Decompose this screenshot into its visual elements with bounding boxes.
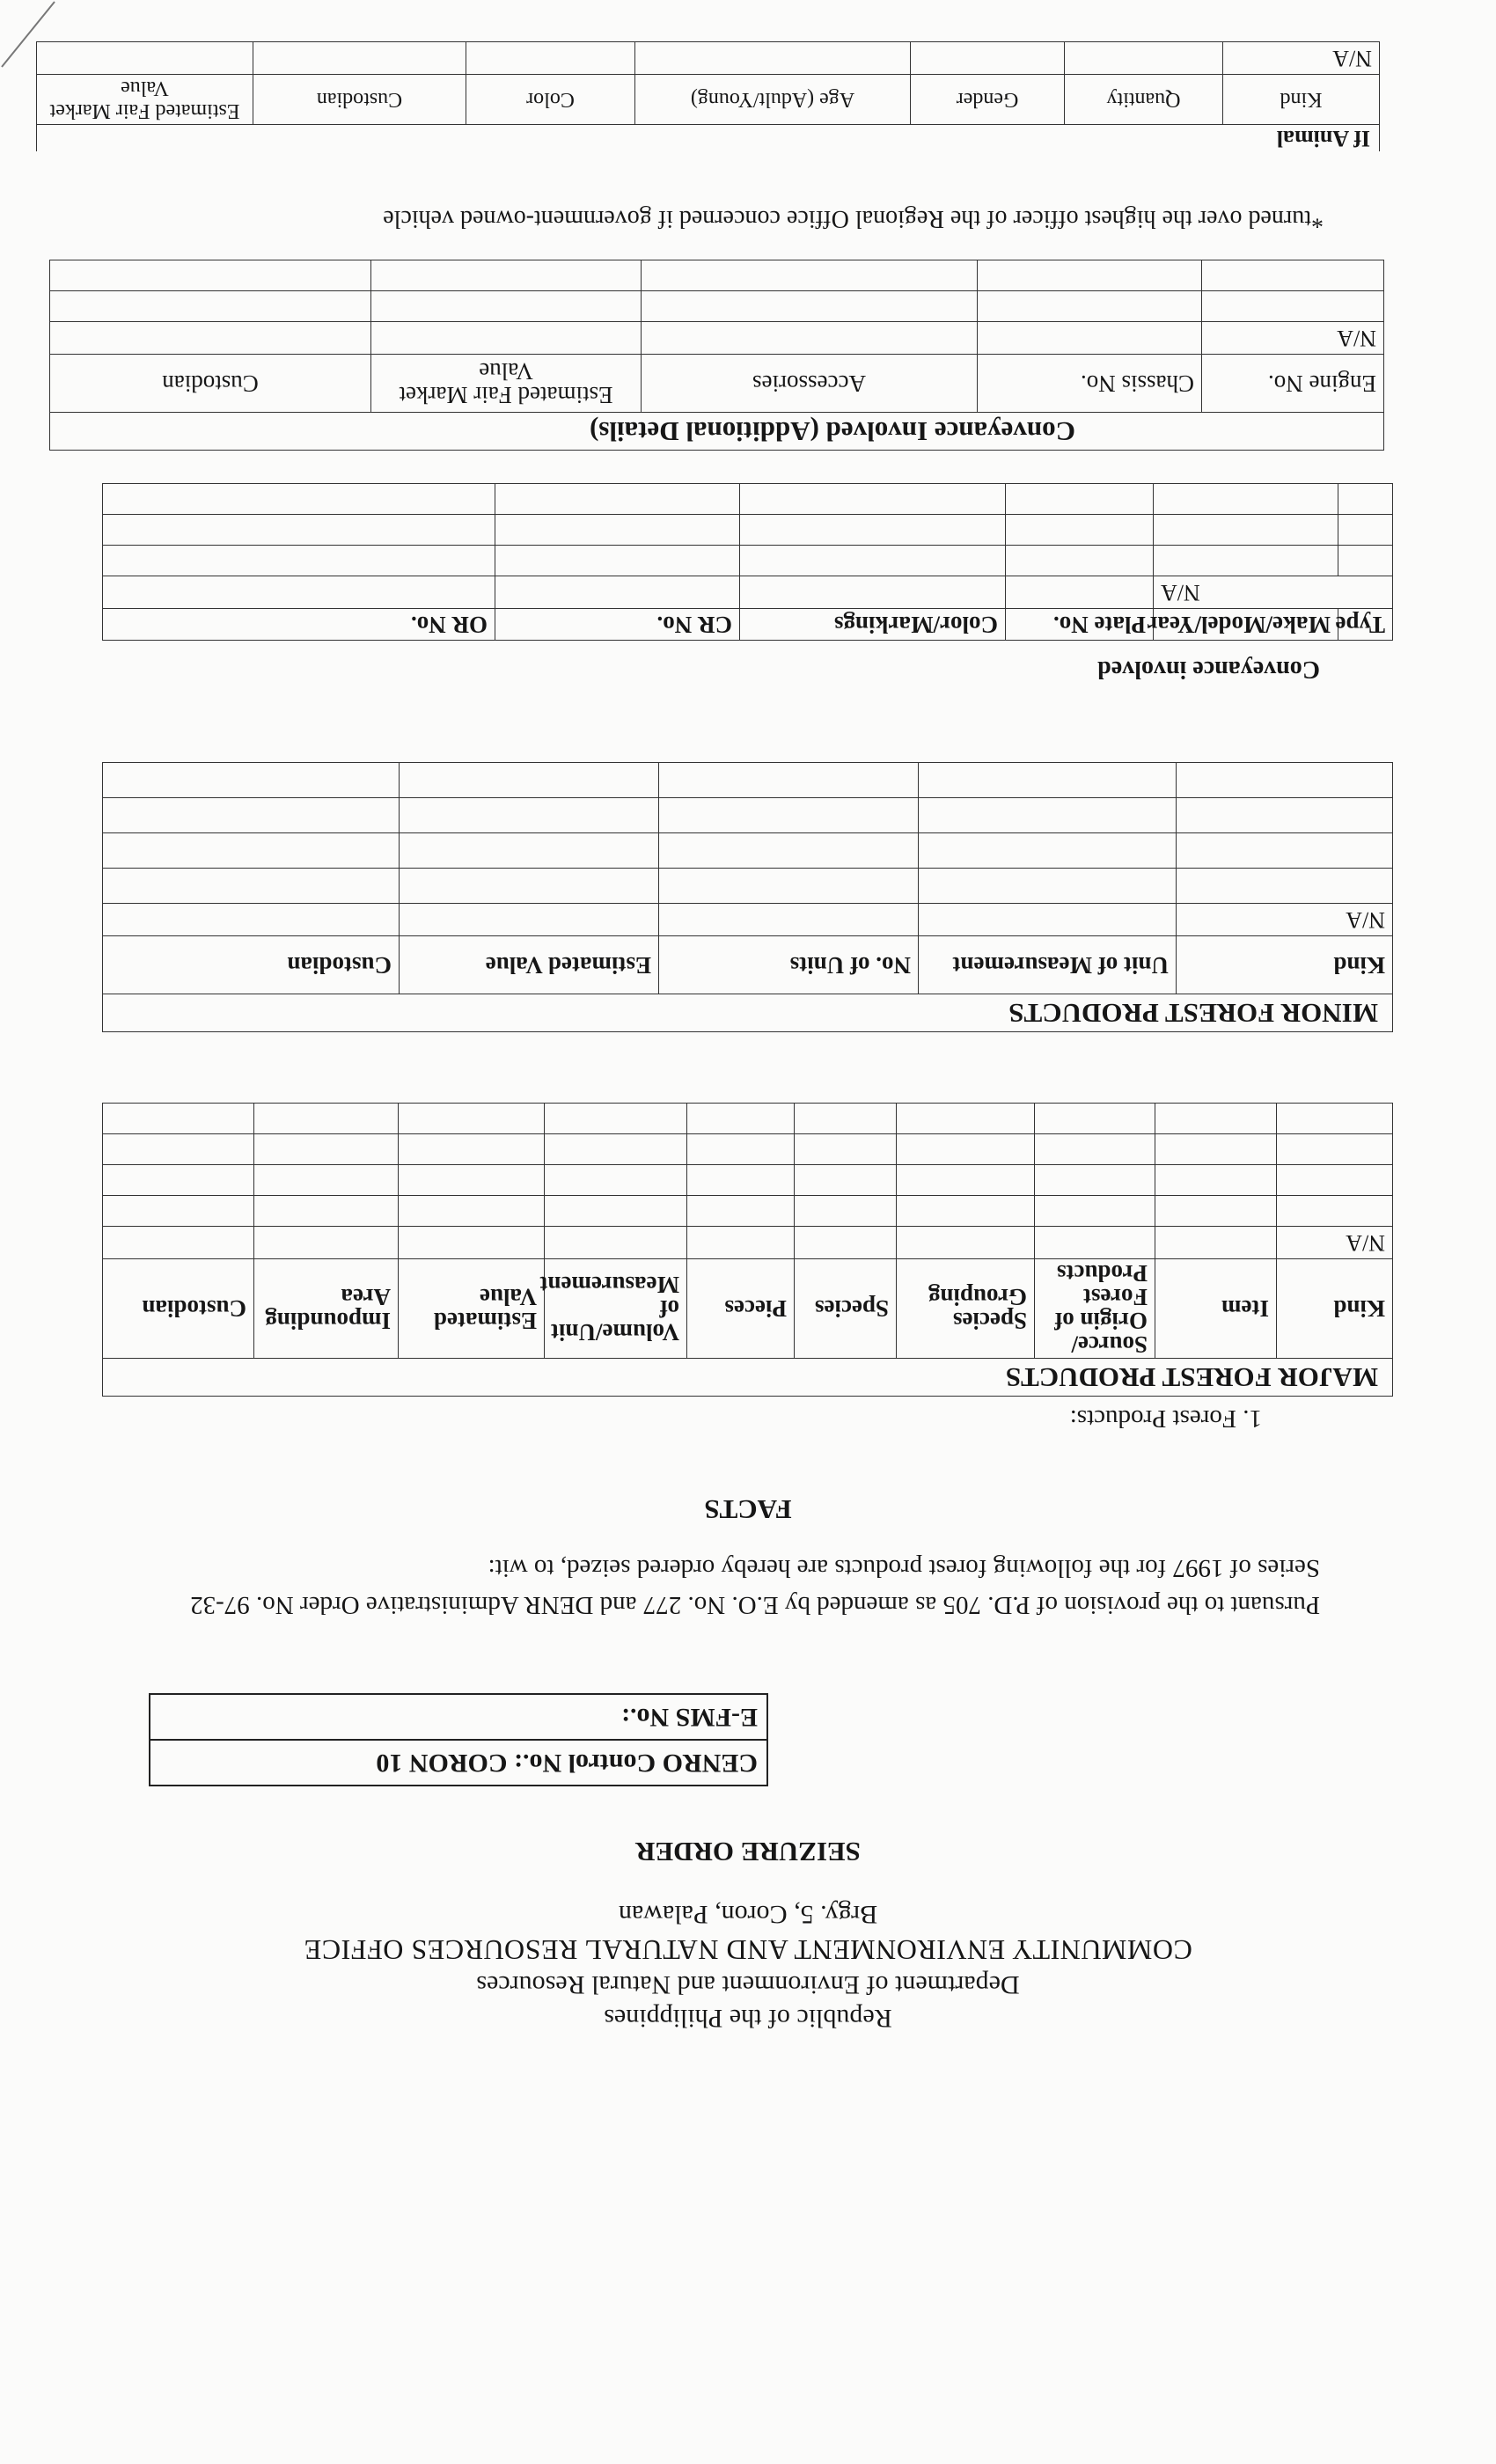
forest-products-label: 1. Forest Products: [1069, 1404, 1262, 1433]
table-row [103, 576, 1393, 609]
cenro-control-number: CENRO Control No.: CORON 10 [376, 1749, 758, 1778]
table-row [103, 484, 1393, 515]
header-age: Age (Adult/Young) [635, 75, 911, 125]
header-item: Item [1155, 1259, 1277, 1359]
header-color-markings: Color/Markings [740, 609, 1006, 641]
conveyance-table [102, 483, 1393, 641]
header-pieces: Pieces [687, 1259, 795, 1359]
table-cell [1155, 1227, 1277, 1259]
table-row [102, 869, 1392, 904]
header-custodian: Custodian [253, 75, 466, 125]
table-cell [635, 42, 911, 75]
table-cell [254, 1227, 399, 1259]
table-cell [400, 904, 659, 936]
header-or-no: OR No. [103, 609, 495, 641]
header-unit-of-measurement: Unit of Measurement [919, 936, 1177, 994]
table-cell [911, 42, 1065, 75]
header-accessories: Accessories [642, 355, 978, 413]
table-cell [1065, 42, 1223, 75]
header-type: Type [1338, 609, 1393, 641]
header-engine-no: Engine No. [1202, 355, 1384, 413]
major-forest-products-table [102, 1103, 1393, 1397]
table-cell [659, 904, 919, 936]
table-cell [49, 322, 370, 355]
table-row [102, 833, 1392, 869]
table-cell: N/A [1223, 42, 1380, 75]
table-cell [495, 576, 740, 609]
header-custodian: Custodian [102, 936, 399, 994]
conveyance-caption: Conveyance involved [1097, 656, 1320, 683]
table-row [102, 1165, 1392, 1196]
table-cell [545, 1227, 687, 1259]
conveyance-details-title: Conveyance Involved (Additional Details) [49, 413, 1383, 451]
minor-table-title: MINOR FOREST PRODUCTS [102, 994, 1392, 1032]
conveyance-details-table [49, 260, 1384, 451]
header-plate-no: Plate No. [1006, 609, 1154, 641]
header-source-origin: Source/ Origin of Forest Products [1035, 1259, 1155, 1359]
header-kind: Kind [1177, 936, 1393, 994]
table-cell [740, 576, 1006, 609]
department-line: Department of Environment and Natural Resources [476, 1970, 1020, 1999]
table-row [36, 42, 1379, 75]
table-row [103, 546, 1393, 576]
header-kind: Kind [1223, 75, 1380, 125]
table-cell: N/A [1177, 904, 1393, 936]
header-custodian: Custodian [102, 1259, 253, 1359]
republic-line: Republic of the Philippines [604, 2004, 892, 2033]
table-row [49, 322, 1383, 355]
header-species: Species [795, 1259, 897, 1359]
address-line: Brgy. 5, Coron, Palawan [618, 1900, 878, 1929]
facts-heading: FACTS [704, 1494, 792, 1525]
table-cell [103, 576, 495, 609]
header-estimated-fair-market-value: Estimated Fair Market Value [36, 75, 253, 125]
table-row [49, 291, 1383, 322]
animal-table [36, 41, 1380, 151]
table-cell [1035, 1227, 1155, 1259]
table-cell [978, 322, 1202, 355]
table-cell [687, 1227, 795, 1259]
table-cell [1006, 576, 1154, 609]
table-cell [371, 322, 642, 355]
table-cell [897, 1227, 1035, 1259]
table-cell: N/A [1277, 1227, 1393, 1259]
table-cell [399, 1227, 545, 1259]
table-cell [102, 1227, 253, 1259]
header-custodian: Custodian [49, 355, 370, 413]
minor-forest-products-table [102, 762, 1393, 1032]
table-row [49, 260, 1383, 291]
header-cr-no: CR No. [495, 609, 740, 641]
header-estimated-value: Estimated Value [400, 936, 659, 994]
office-line: COMMUNITY ENVIRONMENT AND NATURAL RESOURCES OFFICE [304, 1934, 1192, 1966]
header-estimated-fair-market-value: Estimated Fair Market Value [371, 355, 642, 413]
header-chassis-no: Chassis No. [978, 355, 1202, 413]
table-cell [102, 904, 399, 936]
header-no-of-units: No. of Units [659, 936, 919, 994]
animal-caption: If Animal [36, 125, 1379, 152]
header-make-model-year: Make/Model/Year [1154, 609, 1338, 641]
table-row [102, 904, 1392, 936]
major-table-title: MAJOR FOREST PRODUCTS [102, 1359, 1392, 1397]
table-row [102, 763, 1392, 798]
header-impounding-area: Impounding Area [254, 1259, 399, 1359]
table-cell [919, 904, 1177, 936]
header-volume-unit: Volume/Unit of Measurement [545, 1259, 687, 1359]
table-row [102, 1196, 1392, 1227]
document-title: SEIZURE ORDER [635, 1837, 861, 1867]
table-row [102, 1134, 1392, 1165]
header-gender: Gender [911, 75, 1065, 125]
table-row [102, 1227, 1392, 1259]
government-vehicle-note: *turned over the highest officer of the Regional Office concerned if government-owned vehicle [383, 205, 1324, 232]
table-cell [36, 42, 253, 75]
header-color: Color [466, 75, 635, 125]
header-quantity: Quantity [1065, 75, 1223, 125]
table-row [103, 515, 1393, 546]
intro-paragraph: Pursuant to the provision of P.D. 705 as amended by E.O. No. 277 and DENR Administrative Order No. 97-32 Series of 1997 for the following forest products are hereby ordered seized, to wit: [190, 1554, 1320, 1619]
header-kind: Kind [1277, 1259, 1393, 1359]
table-cell [466, 42, 635, 75]
table-cell [253, 42, 466, 75]
table-cell [642, 322, 978, 355]
table-cell [795, 1227, 897, 1259]
table-cell: N/A [1154, 576, 1393, 609]
page-fold-mark [0, 0, 56, 70]
control-number-box [149, 1693, 768, 1786]
table-row [102, 798, 1392, 833]
header-estimated-value: Estimated Value [399, 1259, 545, 1359]
table-row [102, 1104, 1392, 1134]
table-cell: N/A [1202, 322, 1384, 355]
header-species-grouping: Species Grouping [897, 1259, 1035, 1359]
efms-number: E-FMS No.: [150, 1695, 766, 1741]
